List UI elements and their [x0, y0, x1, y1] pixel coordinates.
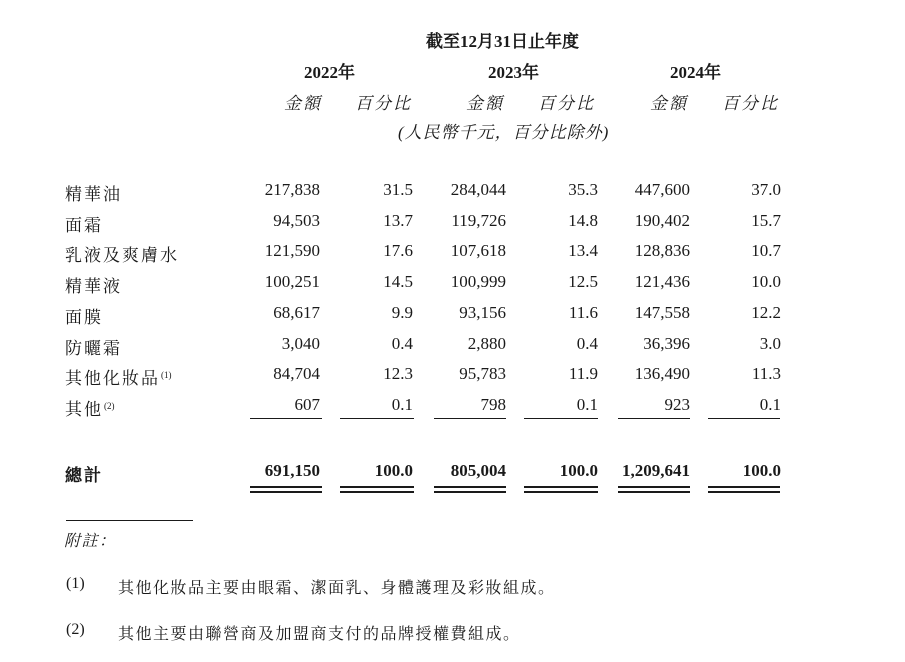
row-label [65, 272, 122, 297]
cell-amount-2024: 121,436 [634, 272, 690, 291]
cell-amount-2024: 923 [664, 395, 690, 414]
row-label [65, 334, 122, 359]
cell-amount-2023: 95,783 [459, 364, 506, 383]
year-2024: 2024年 [670, 63, 721, 82]
cell-percent-2023: 11.6 [568, 303, 598, 322]
cell-percent-2024: 0.1 [759, 395, 781, 414]
total-double-rule-5a [618, 486, 690, 488]
col-percent-2022: 百分比 [355, 94, 412, 113]
notes-separator [66, 520, 193, 521]
subtotal-rule-2 [340, 418, 414, 419]
cell-amount-2023: 107,618 [450, 241, 506, 260]
total-double-rule-1b [250, 491, 322, 493]
cell-percent-2024: 11.3 [751, 364, 781, 383]
row-label-text: 面霜 [65, 216, 103, 235]
notes-heading: 附註： [64, 533, 117, 550]
cell-percent-2023: 0.4 [576, 334, 598, 353]
note-1-marker: (1) [66, 575, 85, 592]
subtotal-rule-1 [250, 418, 322, 419]
total-percent-2023: 100.0 [559, 461, 598, 480]
cell-percent-2024: 37.0 [751, 180, 781, 199]
period-title: 截至12月31日止年度 [426, 32, 579, 51]
row-label-text: 精華液 [65, 277, 122, 296]
cell-amount-2022: 607 [294, 395, 320, 414]
row-label [65, 180, 122, 205]
total-double-rule-4a [524, 486, 598, 488]
total-amount-2022: 691,150 [264, 461, 320, 480]
col-amount-2024: 金額 [650, 94, 688, 113]
cell-amount-2023: 284,044 [450, 180, 506, 199]
row-label-text: 防曬霜 [65, 339, 122, 358]
cell-percent-2023: 12.5 [568, 272, 598, 291]
row-label [65, 303, 103, 328]
cell-amount-2024: 190,402 [634, 211, 690, 230]
total-amount-2023: 805,004 [450, 461, 506, 480]
row-label [65, 395, 115, 420]
row-label [65, 364, 172, 389]
cell-amount-2022: 121,590 [264, 241, 320, 260]
note-2-text: 其他主要由聯營商及加盟商支付的品牌授權費組成。 [118, 626, 521, 643]
row-label [65, 241, 179, 266]
subtotal-rule-5 [618, 418, 690, 419]
cell-amount-2022: 100,251 [264, 272, 320, 291]
cell-percent-2022: 0.4 [391, 334, 413, 353]
row-label-text: 其他 [65, 400, 103, 419]
row-label-text: 其他化妝品 [65, 369, 160, 388]
col-percent-2023: 百分比 [538, 94, 595, 113]
footnote-ref: (1) [161, 370, 172, 380]
cell-percent-2024: 3.0 [759, 334, 781, 353]
row-label [65, 211, 103, 236]
cell-amount-2024: 147,558 [634, 303, 690, 322]
total-double-rule-6b [708, 491, 780, 493]
cell-percent-2022: 9.9 [391, 303, 413, 322]
total-double-rule-3b [434, 491, 506, 493]
cell-percent-2023: 35.3 [568, 180, 598, 199]
total-double-rule-6a [708, 486, 780, 488]
cell-percent-2022: 31.5 [383, 180, 413, 199]
total-percent-2022: 100.0 [374, 461, 413, 480]
cell-amount-2024: 447,600 [634, 180, 690, 199]
cell-amount-2023: 798 [480, 395, 506, 414]
year-2022: 2022年 [304, 63, 355, 82]
col-amount-2022: 金額 [284, 94, 322, 113]
year-2023: 2023年 [488, 63, 539, 82]
total-double-rule-2b [340, 491, 414, 493]
cell-percent-2023: 14.8 [568, 211, 598, 230]
total-double-rule-5b [618, 491, 690, 493]
row-label-text: 乳液及爽膚水 [65, 246, 179, 265]
row-label-text: 面膜 [65, 308, 103, 327]
total-double-rule-1a [250, 486, 322, 488]
cell-amount-2022: 94,503 [273, 211, 320, 230]
cell-amount-2024: 136,490 [634, 364, 690, 383]
cell-percent-2024: 10.0 [751, 272, 781, 291]
cell-amount-2023: 93,156 [459, 303, 506, 322]
footnote-ref: (2) [104, 401, 115, 411]
cell-amount-2023: 119,726 [451, 211, 506, 230]
cell-amount-2024: 36,396 [643, 334, 690, 353]
total-double-rule-3a [434, 486, 506, 488]
cell-percent-2022: 12.3 [383, 364, 413, 383]
total-amount-2024: 1,209,641 [622, 461, 690, 480]
cell-percent-2023: 0.1 [576, 395, 598, 414]
subtotal-rule-3 [434, 418, 506, 419]
cell-percent-2022: 13.7 [383, 211, 413, 230]
cell-amount-2024: 128,836 [634, 241, 690, 260]
total-double-rule-2a [340, 486, 414, 488]
cell-percent-2024: 12.2 [751, 303, 781, 322]
cell-amount-2022: 217,838 [264, 180, 320, 199]
total-percent-2024: 100.0 [742, 461, 781, 480]
cell-percent-2023: 11.9 [568, 364, 598, 383]
subtotal-rule-6 [708, 418, 780, 419]
unit-note: (人民幣千元，百分比除外) [398, 123, 610, 142]
subtotal-rule-4 [524, 418, 598, 419]
cell-amount-2023: 100,999 [450, 272, 506, 291]
cell-percent-2024: 15.7 [751, 211, 781, 230]
note-1-text: 其他化妝品主要由眼霜、潔面乳、身體護理及彩妝組成。 [118, 580, 556, 597]
cell-percent-2022: 17.6 [383, 241, 413, 260]
total-label: 總計 [65, 466, 103, 485]
cell-amount-2023: 2,880 [467, 334, 506, 353]
col-amount-2023: 金額 [466, 94, 504, 113]
row-label-text: 精華油 [65, 185, 122, 204]
cell-amount-2022: 68,617 [273, 303, 320, 322]
cell-percent-2023: 13.4 [568, 241, 598, 260]
cell-amount-2022: 3,040 [281, 334, 320, 353]
cell-percent-2022: 0.1 [391, 395, 413, 414]
col-percent-2024: 百分比 [722, 94, 779, 113]
cell-amount-2022: 84,704 [273, 364, 320, 383]
cell-percent-2024: 10.7 [751, 241, 781, 260]
total-double-rule-4b [524, 491, 598, 493]
cell-percent-2022: 14.5 [383, 272, 413, 291]
note-2-marker: (2) [66, 621, 85, 638]
